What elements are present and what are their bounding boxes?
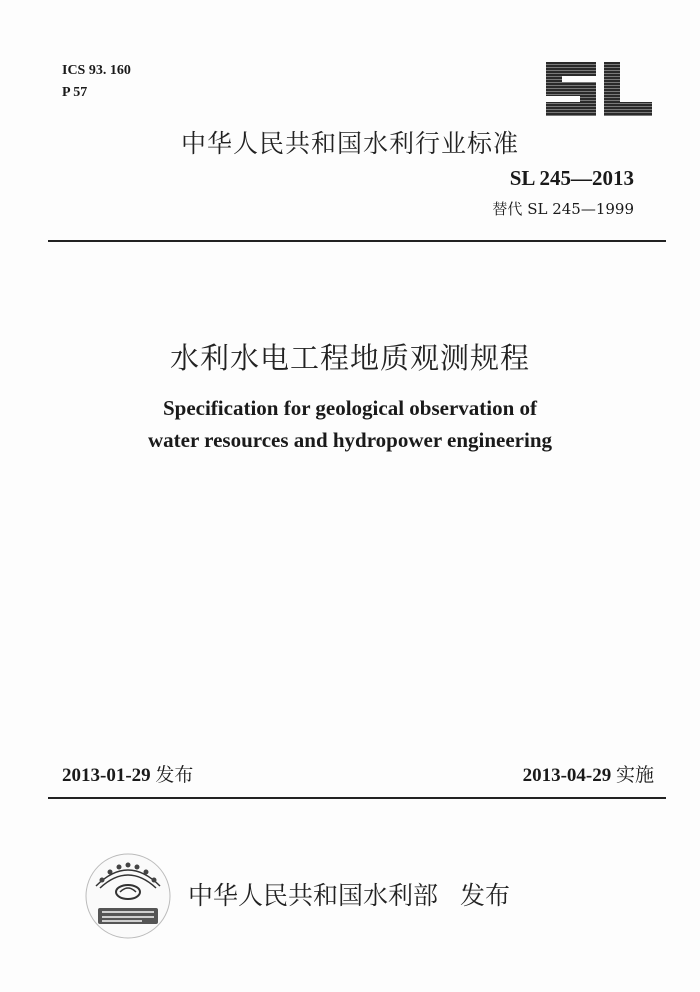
classification-codes [62,60,131,104]
title-english-line-2: water resources and hydropower engineering [147,428,553,452]
sl-logo [542,58,654,120]
ccs-code: P 57 [62,85,88,100]
top-divider [48,240,666,242]
implement-label: 实施 [615,764,654,786]
publisher-action: 发布 [460,881,511,910]
issue-date-block [62,760,193,787]
bottom-divider [48,797,666,799]
standard-number: SL 245—2013 [509,166,634,190]
title-english [0,392,700,456]
issue-date: 2013-01-29 [62,765,151,786]
ics-code: ICS 93. 160 [62,63,131,78]
publisher-seal [82,850,174,942]
title-english-line-1: Specification for geological observation of [162,396,538,420]
replaces-standard: 替代 SL 245—1999 [492,200,634,218]
publisher-line [188,876,510,912]
issue-label: 发布 [155,764,194,786]
standard-category: 中华人民共和国水利行业标准 [180,129,519,158]
implement-date-block [523,760,654,787]
implement-date: 2013-04-29 [522,765,612,786]
publisher-name: 中华人民共和国水利部 [188,881,439,910]
title-chinese: 水利水电工程地质观测规程 [169,341,530,375]
